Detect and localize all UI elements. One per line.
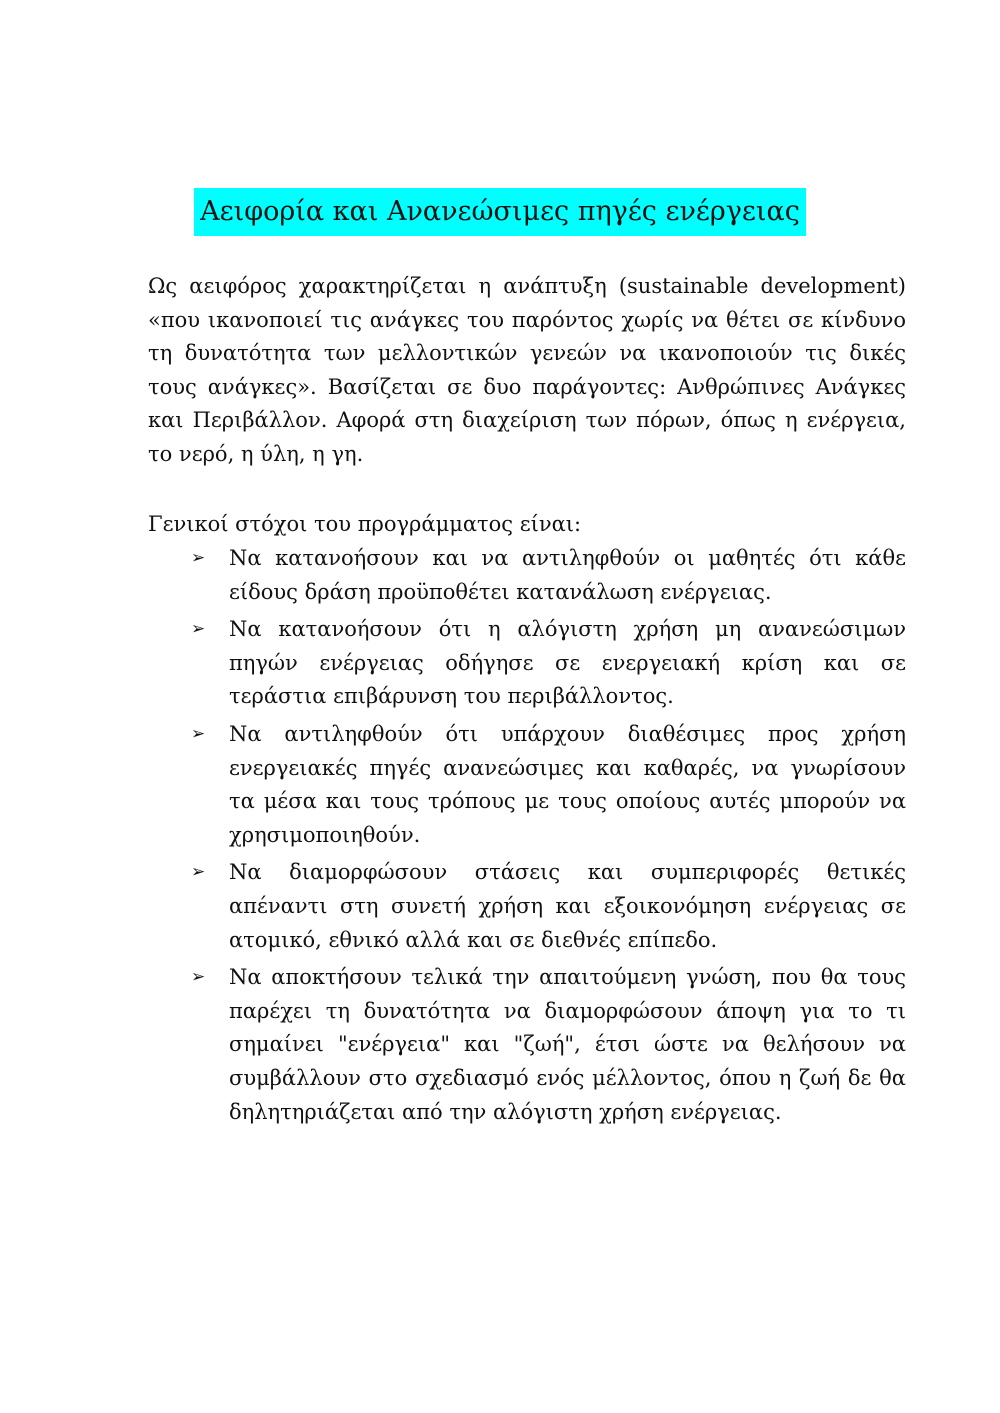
arrow-bullet-icon: ➢: [191, 619, 206, 640]
goal-text: Να διαμορφώσουν στάσεις και συμπεριφορές θετικές απέναντι στη συνετή χρήση και εξοικονόμηση ενέργειας σε ατομικό, εθνικό αλλά και σε διεθνές επίπεδο.: [229, 860, 906, 952]
goal-text: Να κατανοήσουν και να αντιληφθούν οι μαθητές ότι κάθε είδους δράση προϋποθέτει κατανάλωση ενέργειας.: [229, 546, 906, 604]
arrow-bullet-icon: ➢: [191, 548, 206, 568]
goal-item: [185, 613, 906, 714]
goal-text: Να αποκτήσουν τελικά την απαιτούμενη γνώση, που θα τους παρέχει τη δυνατότητα να διαμορφώσουν άποψη για το τι σημαίνει "ενέργεια" και "ζωή", έτσι ώστε να θελήσουν να συμβάλλουν στο σχεδιασμό ενός μέλλοντος, όπου η ζωή δε θα δηλητηριάζεται από την αλόγιστη χρήση ενέργειας.: [229, 965, 906, 1124]
page-title: Αειφορία και Ανανεώσιμες πηγές ενέργειας: [194, 188, 806, 236]
goal-item: [185, 718, 906, 852]
goals-heading: Γενικοί στόχοι του προγράμματος είναι:: [148, 512, 582, 536]
arrow-bullet-icon: ➢: [191, 967, 206, 988]
goals-list: [185, 542, 906, 1133]
goal-item: [185, 542, 906, 609]
arrow-bullet-icon: ➢: [191, 723, 206, 744]
intro-paragraph: Ως αειφόρος χαρακτηρίζεται η ανάπτυξη (sustainable development) «που ικανοποιεί τις ανάγκες του παρόντος χωρίς να θέτει σε κίνδυνο τη δυνατότητα των μελλοντικών γενεών να ικανοποιούν τις δικές τους ανάγκες». Βασίζεται σε δυο παράγοντες: Ανθρώπινες Ανάγκες και Περιβάλλον. Αφορά στη διαχείριση των πόρων, όπως η ενέργεια, το νερό, η ύλη, η γη.: [148, 274, 906, 466]
goal-text: Να κατανοήσουν ότι η αλόγιστη χρήση μη ανανεώσιμων πηγών ενέργειας οδήγησε σε ενεργειακή κρίση και σε τεράστια επιβάρυνση του περιβάλλοντος.: [229, 617, 906, 709]
title-container: [0, 188, 1000, 236]
goal-item: [185, 961, 906, 1129]
goal-text: Να αντιληφθούν ότι υπάρχουν διαθέσιμες προς χρήση ενεργειακές πηγές ανανεώσιμες και καθαρές, να γνωρίσουν τα μέσα και τους τρόπους με τους οποίους αυτές μπορούν να χρησιμοποιηθούν.: [229, 721, 906, 847]
goal-item: [185, 856, 906, 957]
arrow-bullet-icon: ➢: [191, 862, 206, 883]
